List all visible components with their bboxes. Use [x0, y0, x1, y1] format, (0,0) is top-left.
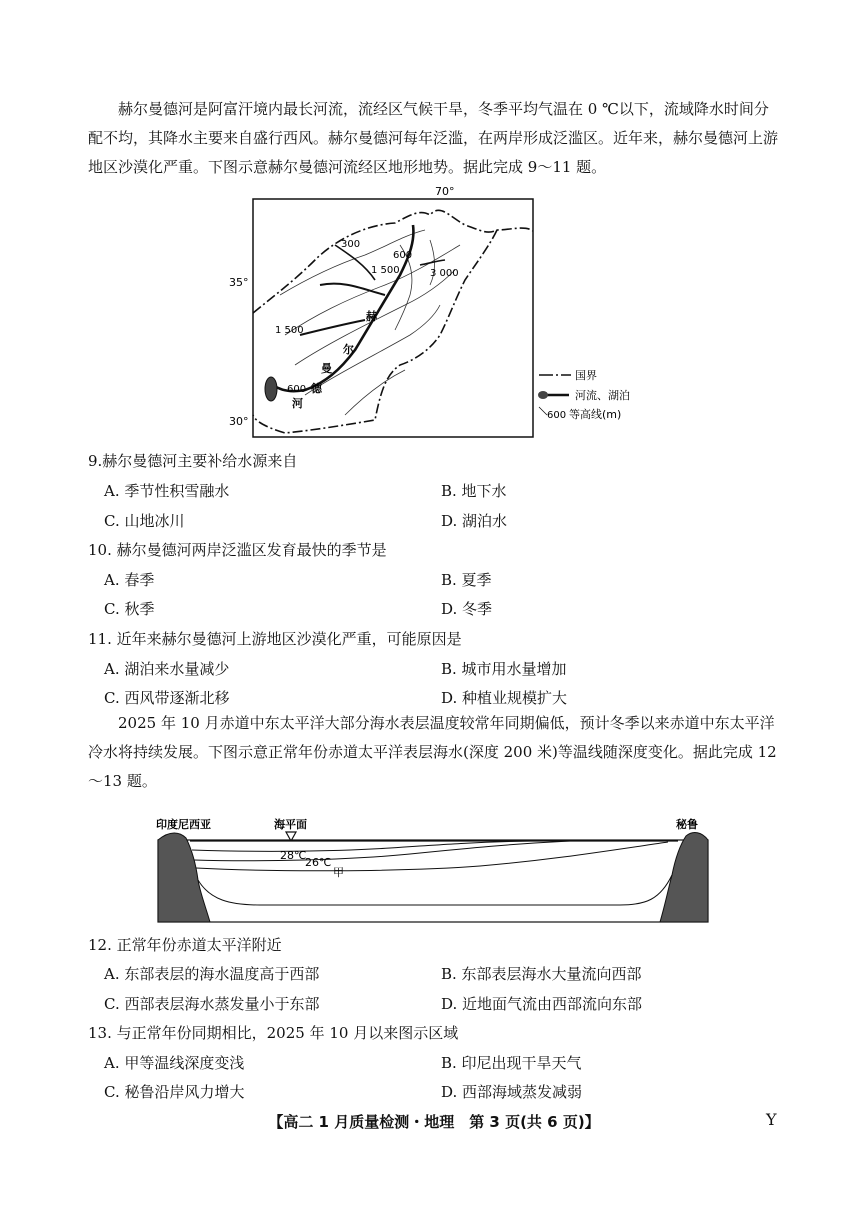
contour-label: 300: [341, 239, 361, 250]
question-9-option-b[interactable]: B. 地下水: [441, 482, 507, 500]
map-legend: [538, 369, 630, 421]
question-11-stem: 11. 近年来赫尔曼德河上游地区沙漠化严重，可能原因是: [88, 630, 462, 648]
question-10-option-c[interactable]: C. 秋季: [104, 600, 155, 618]
lat-bottom-label: 30°: [229, 415, 249, 428]
question-13-option-c[interactable]: C. 秘鲁沿岸风力增大: [104, 1083, 245, 1101]
question-10-stem: 10. 赫尔曼德河两岸泛滥区发育最快的季节是: [88, 541, 387, 559]
question-12-stem: 12. 正常年份赤道太平洋附近: [88, 936, 282, 954]
isotherm-jia-label: 甲: [333, 866, 344, 879]
page-footer: 【高二 1 月质量检测・地理 第 3 页(共 6 页)】: [268, 1113, 600, 1131]
contour-label: 1 500: [275, 325, 304, 336]
svg-text:600: 600: [547, 410, 567, 421]
lon-label: 70°: [435, 185, 455, 198]
question-9-option-d[interactable]: D. 湖泊水: [441, 512, 508, 530]
question-9-stem: 9.赫尔曼德河主要补给水源来自: [88, 452, 298, 470]
river-name-char: 曼: [321, 362, 332, 375]
svg-text:国界: 国界: [575, 369, 597, 382]
svg-text:河流、湖泊: 河流、湖泊: [575, 389, 630, 402]
question-10-option-d[interactable]: D. 冬季: [441, 600, 493, 618]
sea-level-label: 海平面: [274, 818, 307, 831]
isotherm-26-label: 26℃: [305, 856, 332, 869]
intro-paragraph-2: 2025 年 10 月赤道中东太平洋大部分海水表层温度较常年同期偏低，预计冬季以来赤道中东太平洋冷水将持续发展。下图示意正常年份赤道太平洋表层海水(深度 200 米)等温线随深度变化。据此完成 12～13 题。: [88, 714, 777, 790]
question-11-option-c[interactable]: C. 西风带逐渐北移: [104, 689, 230, 707]
lake: [265, 377, 277, 401]
helmand-map: [225, 185, 645, 445]
question-11-option-d[interactable]: D. 种植业规模扩大: [441, 689, 568, 707]
contour-label: 600: [287, 384, 307, 395]
question-11-option-a[interactable]: A. 湖泊来水量减少: [104, 660, 230, 678]
peru-label: 秘鲁: [676, 818, 698, 831]
question-12-option-b[interactable]: B. 东部表层海水大量流向西部: [441, 965, 642, 983]
question-12-option-d[interactable]: D. 近地面气流由西部流向东部: [441, 995, 643, 1013]
question-13-option-d[interactable]: D. 西部海域蒸发减弱: [441, 1083, 583, 1101]
svg-text:等高线(m): 等高线(m): [569, 408, 622, 421]
contour-label: 1 500: [371, 265, 400, 276]
question-12-option-a[interactable]: A. 东部表层的海水温度高于西部: [104, 965, 320, 983]
intro-paragraph-1: 赫尔曼德河是阿富汗境内最长河流，流经区气候干旱，冬季平均气温在 0 ℃以下，流域降水时间分配不均，其降水主要来自盛行西风。赫尔曼德河每年泛滥，在两岸形成泛滥区。近年来，赫尔曼德河上游地区沙漠化严重。下图示意赫尔曼德河流经区地形地势。据此完成 9～11 题。: [88, 100, 779, 176]
indonesia-label: 印度尼西亚: [156, 818, 211, 831]
river-name-char: 德: [311, 382, 322, 395]
question-13-option-a[interactable]: A. 甲等温线深度变浅: [104, 1054, 245, 1072]
isotherm-28-label: 28℃: [280, 849, 307, 862]
question-10-option-b[interactable]: B. 夏季: [441, 571, 492, 589]
question-9-option-a[interactable]: A. 季节性积雪融水: [104, 482, 230, 500]
river-name-char: 尔: [343, 343, 354, 356]
question-9-option-c[interactable]: C. 山地冰川: [104, 512, 185, 530]
question-13-stem: 13. 与正常年份同期相比，2025 年 10 月以来图示区域: [88, 1024, 459, 1042]
lat-top-label: 35°: [229, 276, 249, 289]
page-mark: Y: [766, 1110, 777, 1129]
question-12-option-c[interactable]: C. 西部表层海水蒸发量小于东部: [104, 995, 320, 1013]
question-10-option-a[interactable]: A. 春季: [104, 571, 155, 589]
river-name-char: 赫: [366, 310, 377, 323]
question-11-option-b[interactable]: B. 城市用水量增加: [441, 660, 567, 678]
pacific-cross-section: [150, 810, 720, 925]
river-name-char: 河: [292, 397, 303, 410]
contour-label: 600: [393, 250, 413, 261]
contour-label: 3 000: [430, 268, 459, 279]
question-13-option-b[interactable]: B. 印尼出现干旱天气: [441, 1054, 582, 1072]
